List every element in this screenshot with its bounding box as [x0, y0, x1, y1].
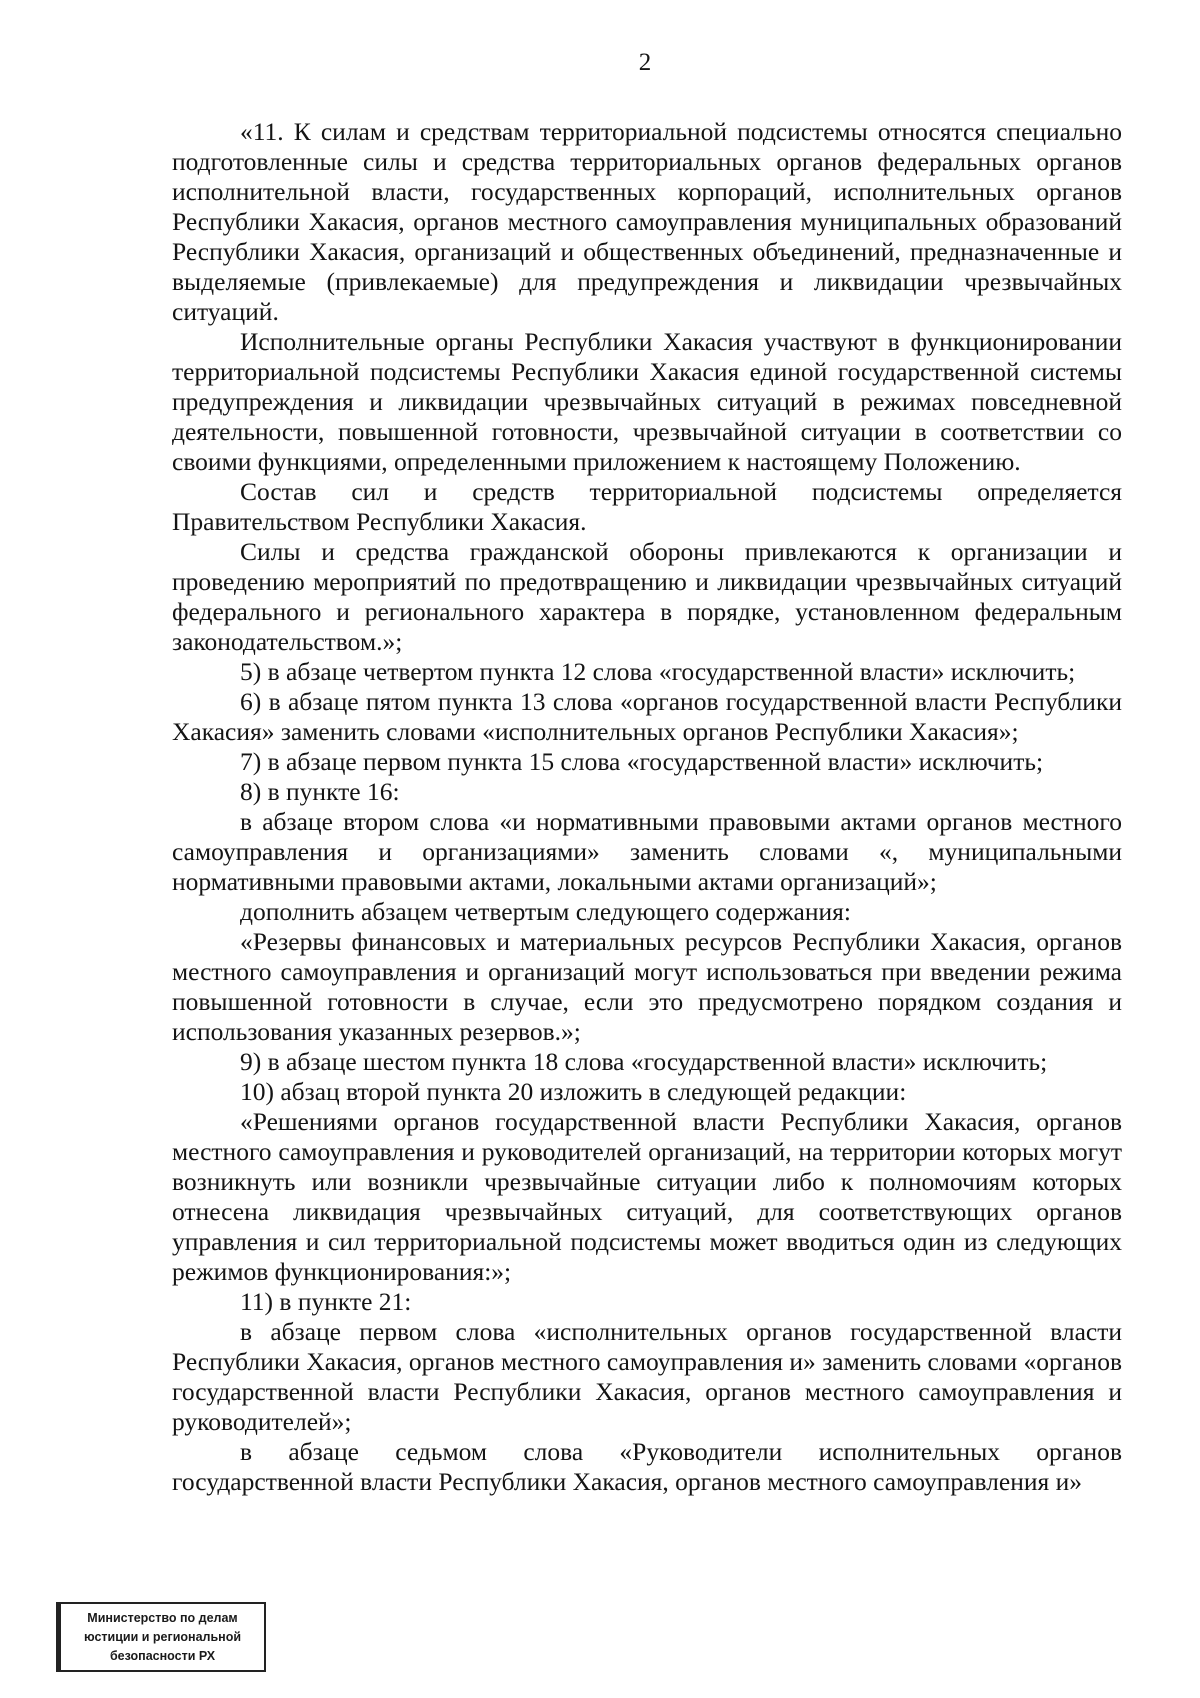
- amendment-8: 8) в пункте 16:: [240, 777, 400, 806]
- amendment-6: 6) в абзаце пятом пункта 13 слова «органов государственной власти Республики Хакасия» заменить словами «исполнительных органов Республики Хакасия»;: [172, 687, 1122, 746]
- paragraph-forces-composition: Состав сил и средств территориальной подсистемы определяется Правительством Республики Хакасия.: [172, 477, 1122, 536]
- paragraph-civil-defense: Силы и средства гражданской обороны привлекаются к организации и проведению мероприятий по предотвращению и ликвидации чрезвычайных ситуаций федерального и регионального характера в порядке, установленном федеральным законодательством.»;: [172, 537, 1122, 656]
- ministry-stamp: [56, 1602, 266, 1672]
- document-body: [172, 117, 1122, 1497]
- amendment-7: 7) в абзаце первом пункта 15 слова «государственной власти» исключить;: [240, 747, 1044, 776]
- amendment-11-paragraph-7: в абзаце седьмом слова «Руководители исполнительных органов государственной власти Республики Хакасия, органов местного самоуправления и»: [172, 1437, 1122, 1496]
- amendment-10: 10) абзац второй пункта 20 изложить в следующей редакции:: [240, 1077, 907, 1106]
- amendment-8-paragraph-2: в абзаце втором слова «и нормативными правовыми актами органов местного самоуправления и организациями» заменить словами «, муниципальными нормативными правовыми актами, локальными актами организаций»;: [172, 807, 1122, 896]
- paragraph-item-11: «11. К силам и средствам территориальной подсистемы относятся специально подготовленные силы и средства территориальных органов федеральных органов исполнительной власти, государственных корпораций, исполнительных органов Республики Хакасия, органов местного самоуправления муниципальных образований Республики Хакасия, организаций и общественных объединений, предназначенные и выделяемые (привлекаемые) для предупреждения и ликвидации чрезвычайных ситуаций.: [172, 117, 1122, 326]
- amendment-5: 5) в абзаце четвертом пункта 12 слова «государственной власти» исключить;: [240, 657, 1076, 686]
- amendment-11: 11) в пункте 21:: [240, 1287, 412, 1316]
- stamp-line: Министерство по делам: [87, 1611, 238, 1625]
- amendment-11-paragraph-1: в абзаце первом слова «исполнительных органов государственной власти Республики Хакасия, органов местного самоуправления и» заменить словами «органов государственной власти Республики Хакасия, органов местного самоуправления и руководителей»;: [172, 1317, 1122, 1436]
- page-number: 2: [638, 49, 652, 76]
- amendment-8-add-paragraph: дополнить абзацем четвертым следующего содержания:: [240, 897, 851, 926]
- amendment-8-reserves-text: «Резервы финансовых и материальных ресурсов Республики Хакасия, органов местного самоуправления и организаций могут использоваться при введении режима повышенной готовности в случае, если это предусмотрено порядком создания и использования указанных резервов.»;: [172, 927, 1122, 1046]
- stamp-line: юстиции и региональной: [83, 1630, 242, 1644]
- amendment-10-text: «Решениями органов государственной власти Республики Хакасия, органов местного самоуправления и руководителей организаций, на территории которых могут возникнуть или возникли чрезвычайные ситуации либо к полномочиям которых отнесена ликвидация чрезвычайных ситуаций, для соответствующих органов управления и сил территориальной подсистемы может вводиться один из следующих режимов функционирования:»;: [172, 1107, 1122, 1286]
- stamp-line: безопасности РХ: [109, 1649, 216, 1663]
- amendment-9: 9) в абзаце шестом пункта 18 слова «государственной власти» исключить;: [240, 1047, 1048, 1076]
- paragraph-executive-bodies: Исполнительные органы Республики Хакасия участвуют в функционировании территориальной подсистемы Республики Хакасия единой государственной системы предупреждения и ликвидации чрезвычайных ситуаций в режимах повседневной деятельности, повышенной готовности, чрезвычайной ситуации в соответствии со своими функциями, определенными приложением к настоящему Положению.: [172, 327, 1122, 476]
